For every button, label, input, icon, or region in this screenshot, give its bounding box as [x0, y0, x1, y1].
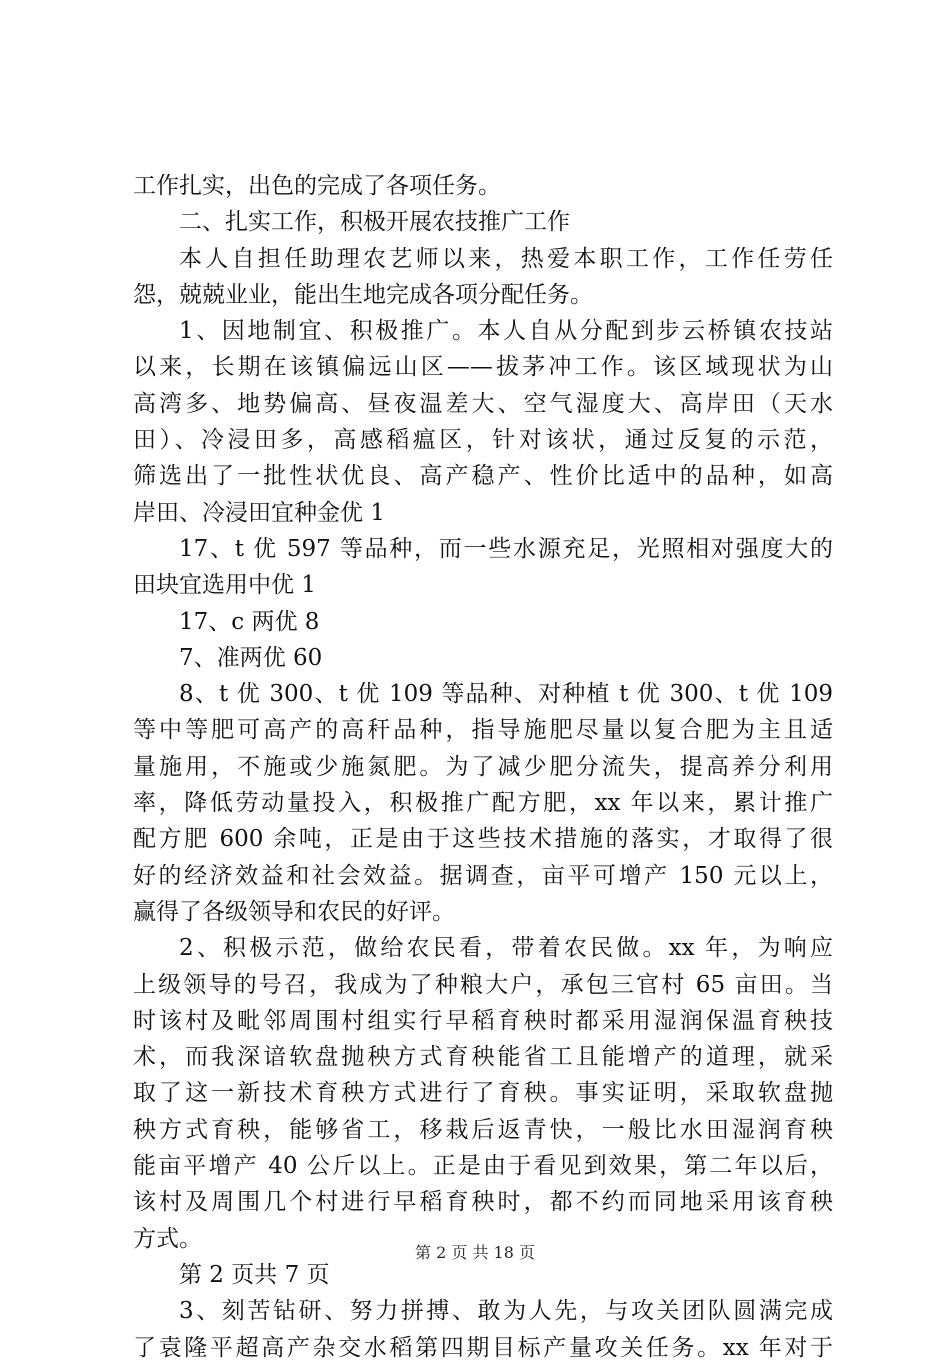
- text-line: 1、因地制宜、积极推广。本人自从分配到步云桥镇农技站: [179, 318, 833, 345]
- text-line: 时该村及毗邻周围村组实行早稻育秧时都采用湿润保温育秧技: [133, 1007, 833, 1034]
- text-line: 17、c 两优 8: [179, 608, 320, 635]
- text-line: 高湾多、地势偏高、昼夜温差大、空气湿度大、高岸田（天水: [133, 390, 833, 417]
- text-line: 本人自担任助理农艺师以来，热爱本职工作，工作任劳任: [179, 245, 833, 272]
- text-line: 怨，兢兢业业，能出生地完成各项分配任务。: [133, 281, 593, 308]
- text-line: 田）、冷浸田多，高感稻瘟区，针对该状，通过反复的示范，: [133, 427, 833, 454]
- text-line: 秧方式育秧，能够省工，移栽后返青快，一般比水田湿润育秧: [133, 1116, 833, 1143]
- text-line: 二、扎实工作，积极开展农技推广工作: [179, 209, 570, 236]
- text-line: 等中等肥可高产的高秆品种，指导施肥尽量以复合肥为主且适: [133, 717, 833, 744]
- text-line: 了袁隆平超高产杂交水稻第四期目标产量攻关任务。xx 年对于: [133, 1334, 833, 1361]
- text-line: 好的经济效益和社会效益。据调查，亩平可增产 150 元以上，: [133, 862, 833, 889]
- text-line: 岸田、冷浸田宜种金优 1: [133, 499, 385, 526]
- text-line: 上级领导的号召，我成为了种粮大户，承包三官村 65 亩田。当: [133, 971, 833, 998]
- text-line: 工作扎实，出色的完成了各项任务。: [133, 173, 501, 199]
- text-line: 量施用，不施或少施氮肥。为了减少肥分流失，提高养分利用: [133, 753, 833, 780]
- text-line: 2、积极示范，做给农民看，带着农民做。xx 年，为响应: [179, 935, 833, 962]
- text-line: 术，而我深谙软盘抛秧方式育秧能省工且能增产的道理，就采: [133, 1044, 833, 1071]
- text-line: 7、准两优 60: [179, 644, 323, 671]
- text-line: 该村及周围几个村进行早稻育秧时，都不约而同地采用该育秧: [133, 1189, 833, 1216]
- text-line: 17、t 优 597 等品种，而一些水源充足，光照相对强度大的: [179, 535, 833, 562]
- text-line: 筛选出了一批性状优良、高产稳产、性价比适中的品种，如高: [133, 463, 833, 490]
- text-line: 第 2 页共 7 页: [179, 1261, 330, 1288]
- text-line: 配方肥 600 余吨，正是由于这些技术措施的落实，才取得了很: [133, 826, 833, 853]
- text-line: 率，降低劳动量投入，积极推广配方肥，xx 年以来，累计推广: [133, 790, 833, 817]
- text-line: 田块宜选用中优 1: [133, 572, 316, 599]
- body-text: [133, 168, 833, 1366]
- text-line: 8、t 优 300、t 优 109 等品种、对种植 t 优 300、t 优 109: [179, 681, 833, 708]
- text-line: 能亩平增产 40 公斤以上。正是由于看见到效果，第二年以后，: [133, 1153, 833, 1180]
- text-line: 赢得了各级领导和农民的好评。: [133, 898, 455, 925]
- text-line: 3、刻苦钻研、努力拼搏、敢为人先，与攻关团队圆满完成: [179, 1298, 833, 1325]
- text-line: 以来，长期在该镇偏远山区——拔茅冲工作。该区域现状为山: [133, 354, 833, 381]
- text-line: 方式。: [133, 1225, 202, 1252]
- text-line: 取了这一新技术育秧方式进行了育秧。事实证明，采取软盘抛: [133, 1080, 833, 1107]
- page-footer: 第 2 页 共 18 页: [415, 1243, 535, 1262]
